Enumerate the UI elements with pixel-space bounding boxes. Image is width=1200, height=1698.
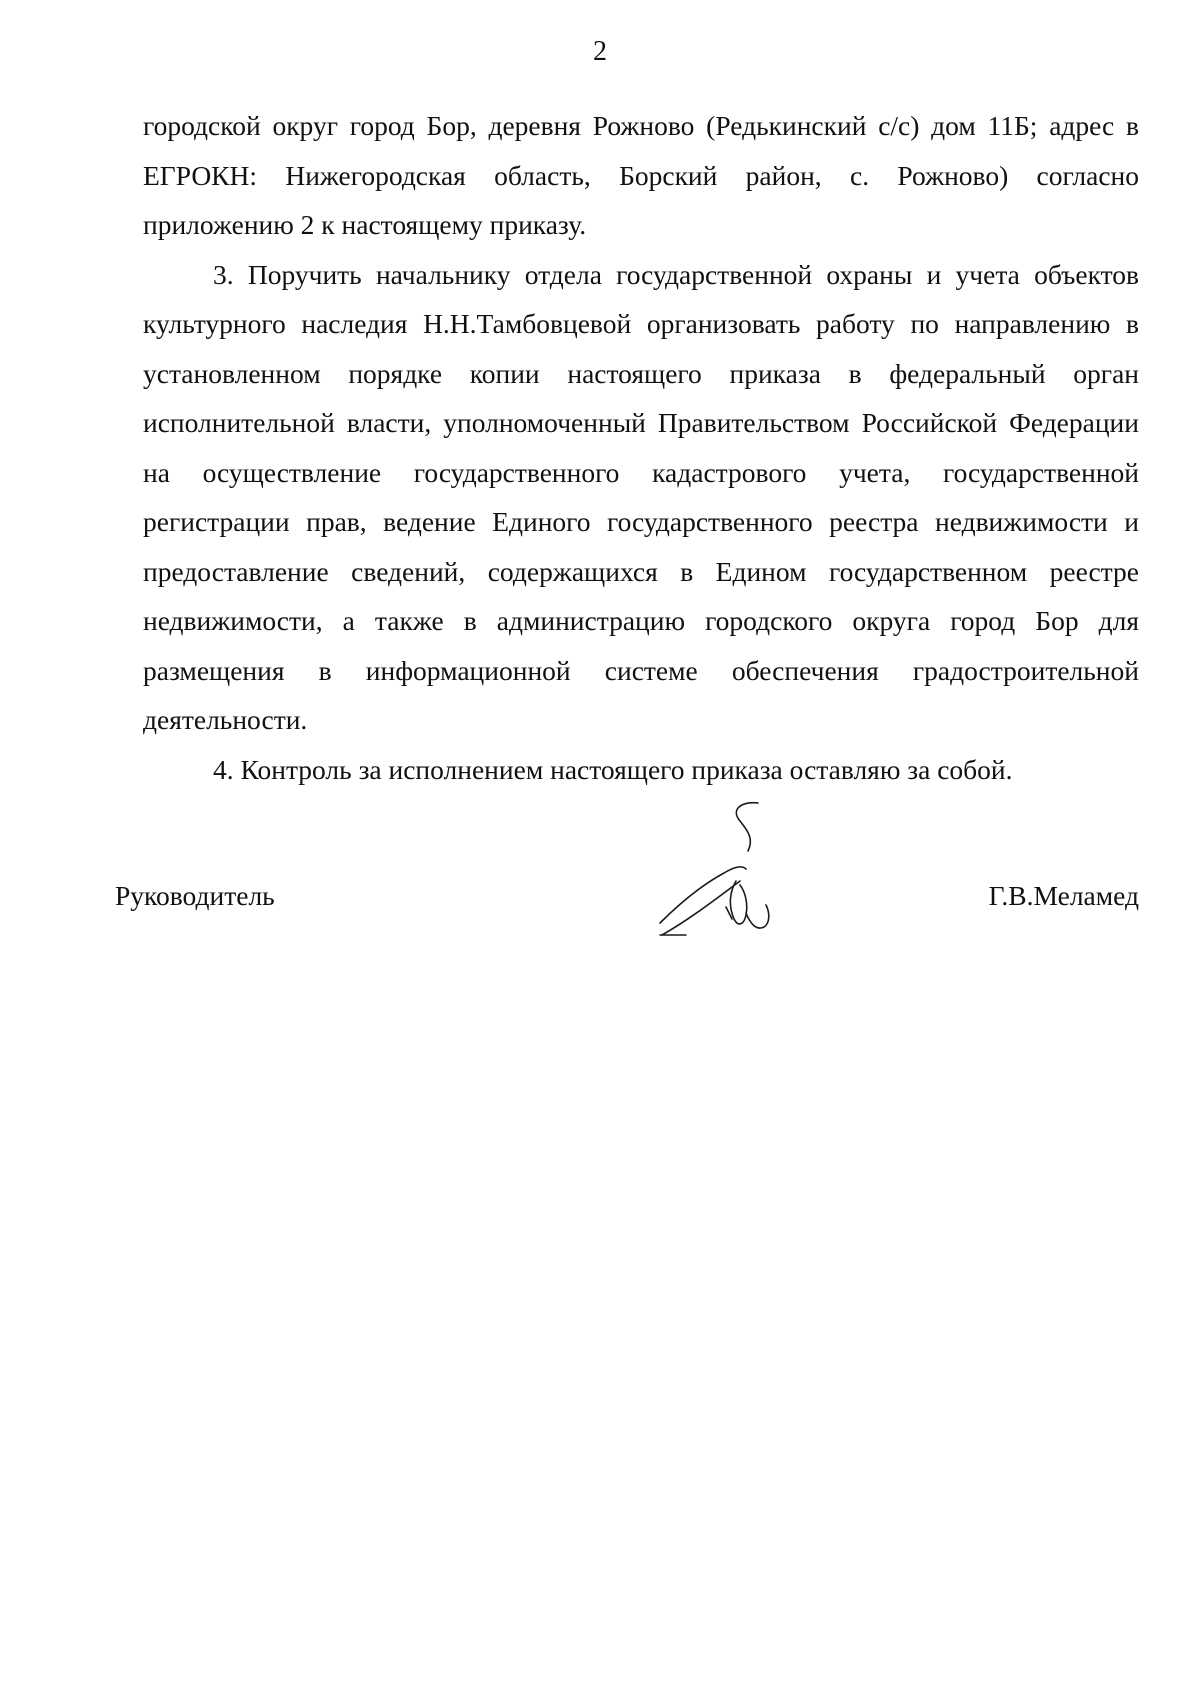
handwritten-signature xyxy=(650,795,780,950)
page-number: 2 xyxy=(593,36,607,67)
signatory-name: Г.В.Меламед xyxy=(988,880,1139,911)
paragraph-item-3: 3. Поручить начальнику отдела государственной охраны и учета объектов культурного наследия Н.Н.Тамбовцевой организовать работу по направлению в установленном порядке копии настоящего приказа в федеральный орган исполнительной власти, уполномоченный Правительством Российской Федерации на осуществление государственного кадастрового учета, государственной регистрации прав, ведение Единого государственного реестра недвижимости и предоставление сведений, содержащихся в Едином государственном реестре недвижимости, а также в администрацию городского округа город Бор для размещения в информационной системе обеспечения градостроительной деятельности. xyxy=(143,258,1139,735)
paragraph-continuation: городской округ город Бор, деревня Рожново (Редькинский с/с) дом 11Б; адрес в ЕГРОКН: Нижегородская область, Борский район, с. Рожново) согласно приложению 2 к настоящему приказу. xyxy=(143,110,1139,240)
paragraph-item-4: 4. Контроль за исполнением настоящего приказа оставляю за собой. xyxy=(213,753,1013,785)
signature-block xyxy=(115,880,1139,940)
document-body xyxy=(143,101,1139,794)
signatory-title: Руководитель xyxy=(115,880,275,911)
